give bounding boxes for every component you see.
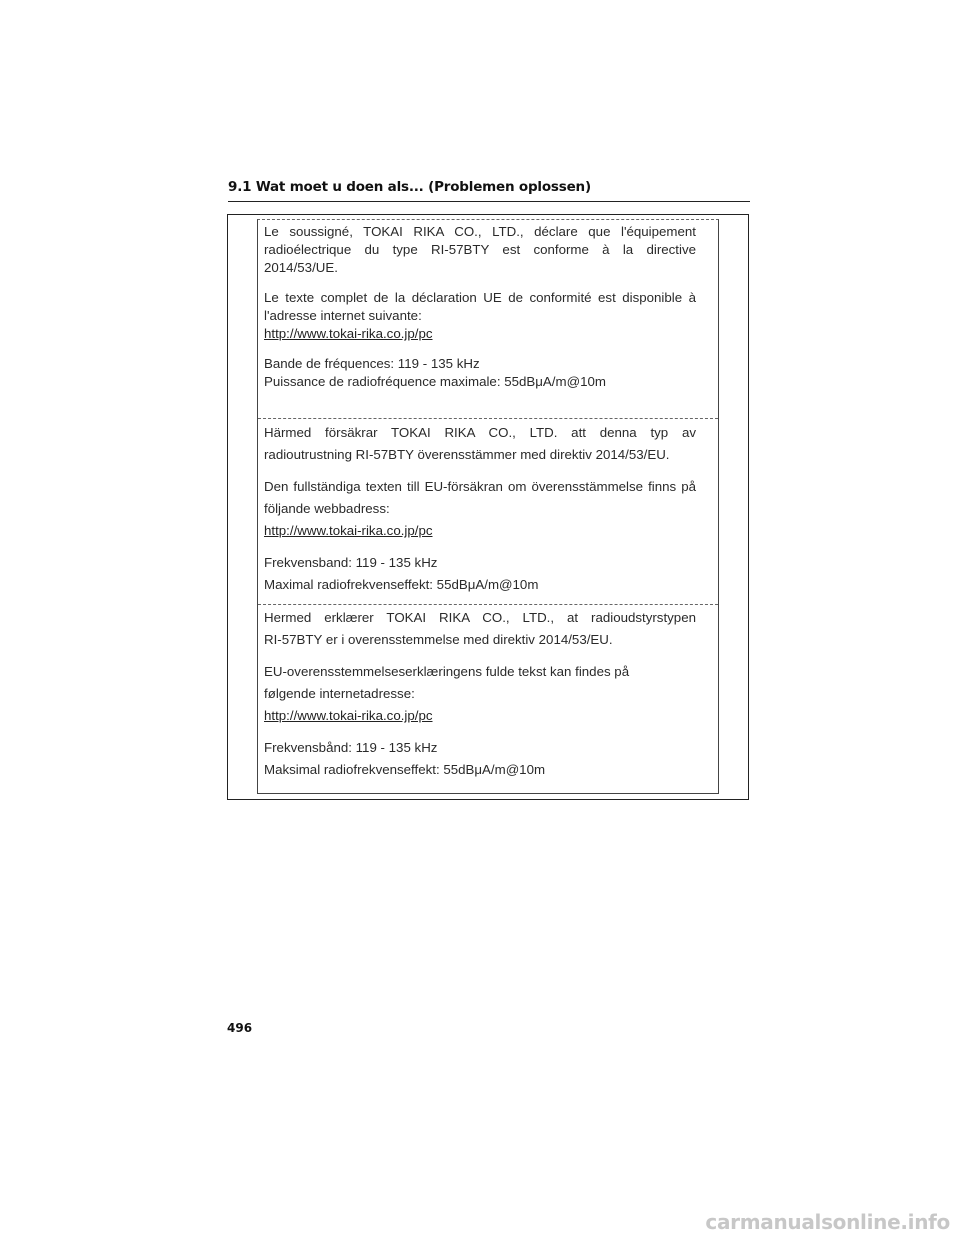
sv-max-power: Maximal radiofrekvenseffekt: 55dBμA/m@10m [264, 577, 539, 592]
fr-frequency-band: Bande de fréquences: 119 - 135 kHz [264, 356, 480, 371]
fr-url-link[interactable]: http://www.tokai-rika.co.jp/pc [264, 326, 433, 341]
fr-declaration-text: Le soussigné, TOKAI RIKA CO., LTD., déclare que l'équipement radioélectrique du type RI-57BTY est conforme à la directive 2014/53/UE. [264, 224, 696, 275]
declaration-swedish [258, 418, 718, 596]
da-url-link[interactable]: http://www.tokai-rika.co.jp/pc [264, 708, 433, 723]
sv-declaration-text: Härmed försäkrar TOKAI RIKA CO., LTD. att denna typ av radioutrustning RI-57BTY överensstämmer med direktiv 2014/53/EU. [264, 425, 696, 462]
declaration-danish [258, 604, 718, 781]
da-declaration-line-2: RI-57BTY er i overensstemmelse med direktiv 2014/53/EU. [264, 632, 613, 647]
section-header: 9.1 Wat moet u doen als... (Problemen oplossen) [228, 179, 750, 202]
sv-availability-text: Den fullständiga texten till EU-försäkran om överensstämmelse finns på följande webbadress: [264, 479, 696, 516]
watermark: carmanualsonline.info [705, 1210, 950, 1234]
declaration-box [257, 219, 719, 794]
page-number: 496 [227, 1021, 253, 1035]
da-max-power: Maksimal radiofrekvenseffekt: 55dBμA/m@10m [264, 762, 546, 777]
fr-max-power: Puissance de radiofréquence maximale: 55dBμA/m@10m [264, 374, 606, 389]
fr-availability-text: Le texte complet de la déclaration UE de conformité est disponible à l'adresse internet suivante: [264, 290, 696, 323]
da-availability-line-2: følgende internetadresse: [264, 686, 415, 701]
sv-frequency-band: Frekvensband: 119 - 135 kHz [264, 555, 438, 570]
da-frequency-band: Frekvensbånd: 119 - 135 kHz [264, 740, 438, 755]
sv-url-link[interactable]: http://www.tokai-rika.co.jp/pc [264, 523, 433, 538]
declaration-french [258, 223, 718, 391]
da-declaration-line-1: Hermed erklærer TOKAI RIKA CO., LTD., at radioudstyrstypen [264, 610, 696, 625]
da-availability-line-1: EU-overensstemmelseserklæringens fulde tekst kan findes på [264, 664, 630, 679]
